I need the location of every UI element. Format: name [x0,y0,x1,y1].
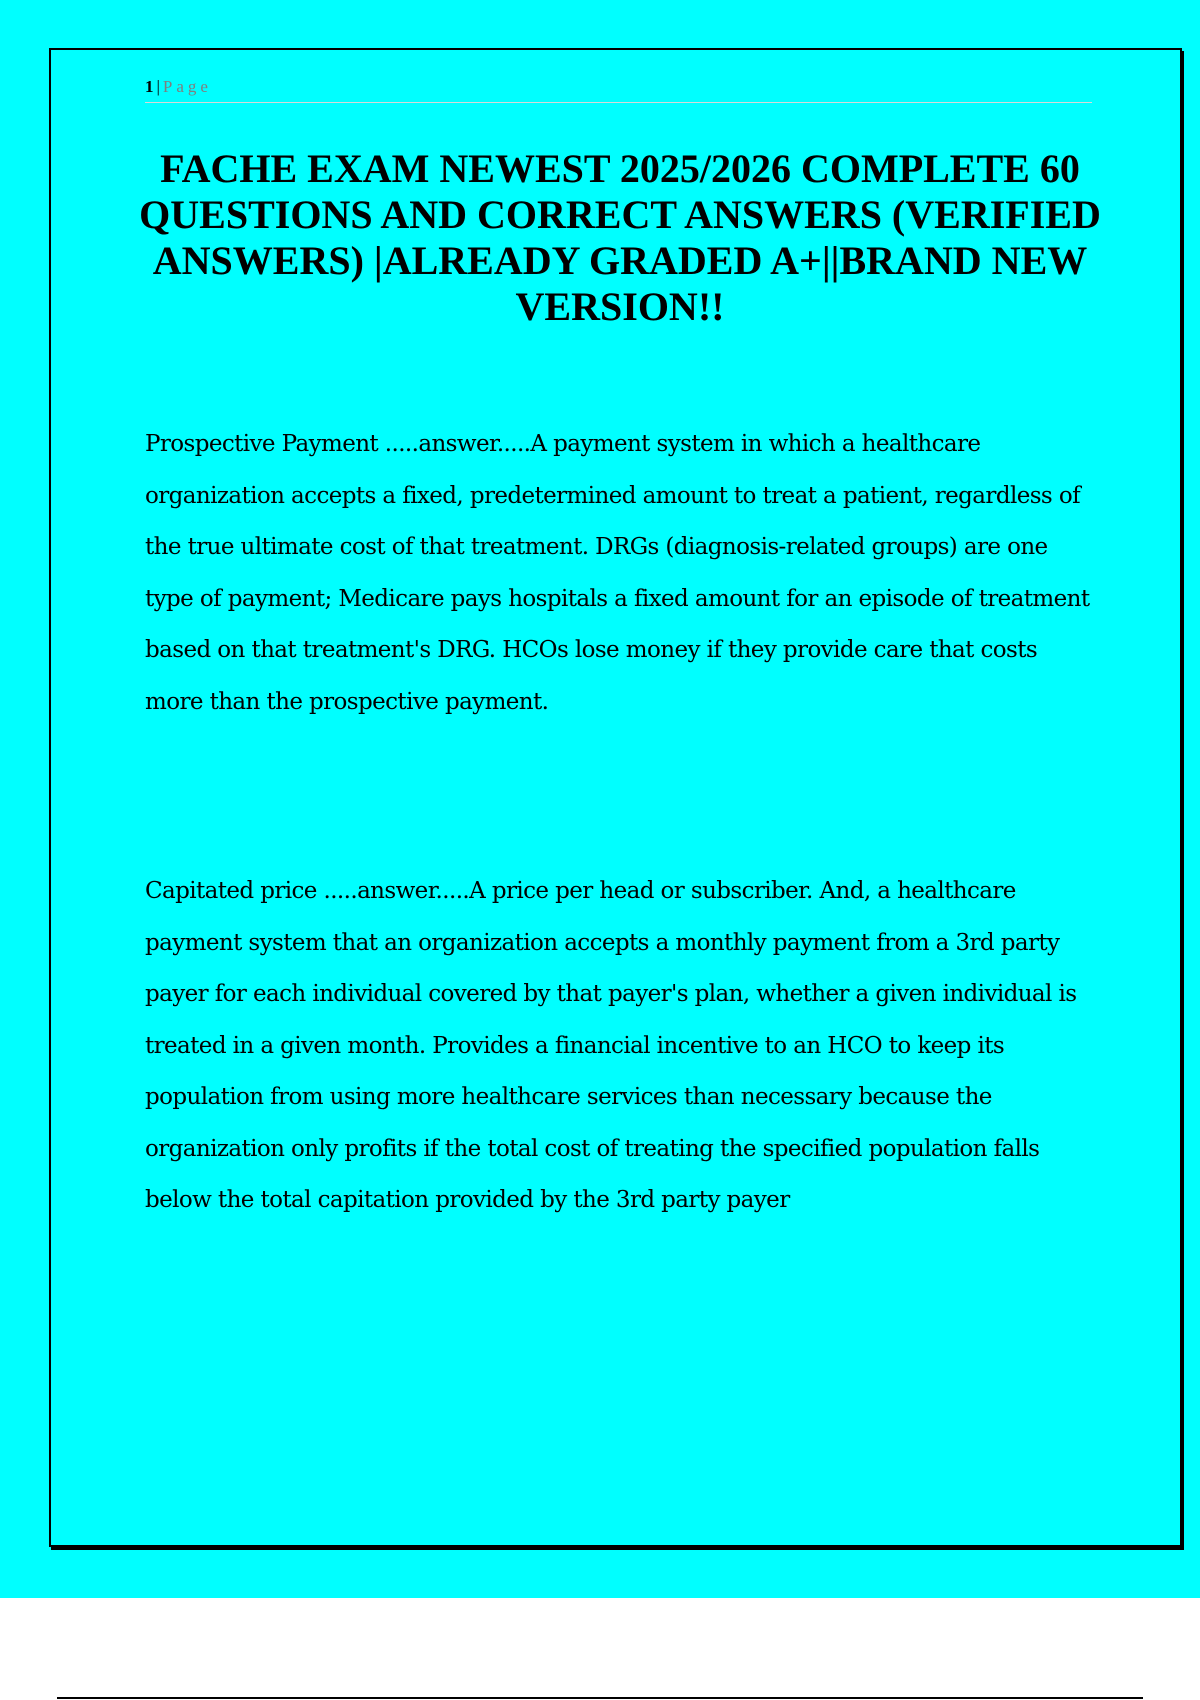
page-header [145,72,1092,103]
footer-rule [57,1697,1143,1699]
document-title: FACHE EXAM NEWEST 2025/2026 COMPLETE 60 QUESTIONS AND CORRECT ANSWERS (VERIFIED ANSWERS) |ALREADY GRADED A+||BRAND NEW VERSION!! [139,146,1101,329]
page-number: 1 [145,77,154,96]
qa-entry-capitated-price: Capitated price .....answer.....A price per head or subscriber. And, a healthcare payment system that an organization accepts a monthly payment from a 3rd party payer for each individual covered by that payer's plan, whether a given individual is treated in a given month. Provides a financial incentive to an HCO to keep its population from using more healthcare services than necessary because the organization only profits if the total cost of treating the specified population falls below the total capitation provided by the 3rd party payer [145,878,1077,1213]
page-separator: | [156,77,160,96]
qa-entry-prospective-payment: Prospective Payment .....answer.....A payment system in which a healthcare organization accepts a fixed, predetermined amount to treat a patient, regardless of the true ultimate cost of that treatment. DRGs (diagnosis-related groups) are one type of payment; Medicare pays hospitals a fixed amount for an episode of treatment based on that treatment's DRG. HCOs lose money if they provide care that costs more than the prospective payment. [145,431,1090,715]
page-label: Page [162,77,212,96]
